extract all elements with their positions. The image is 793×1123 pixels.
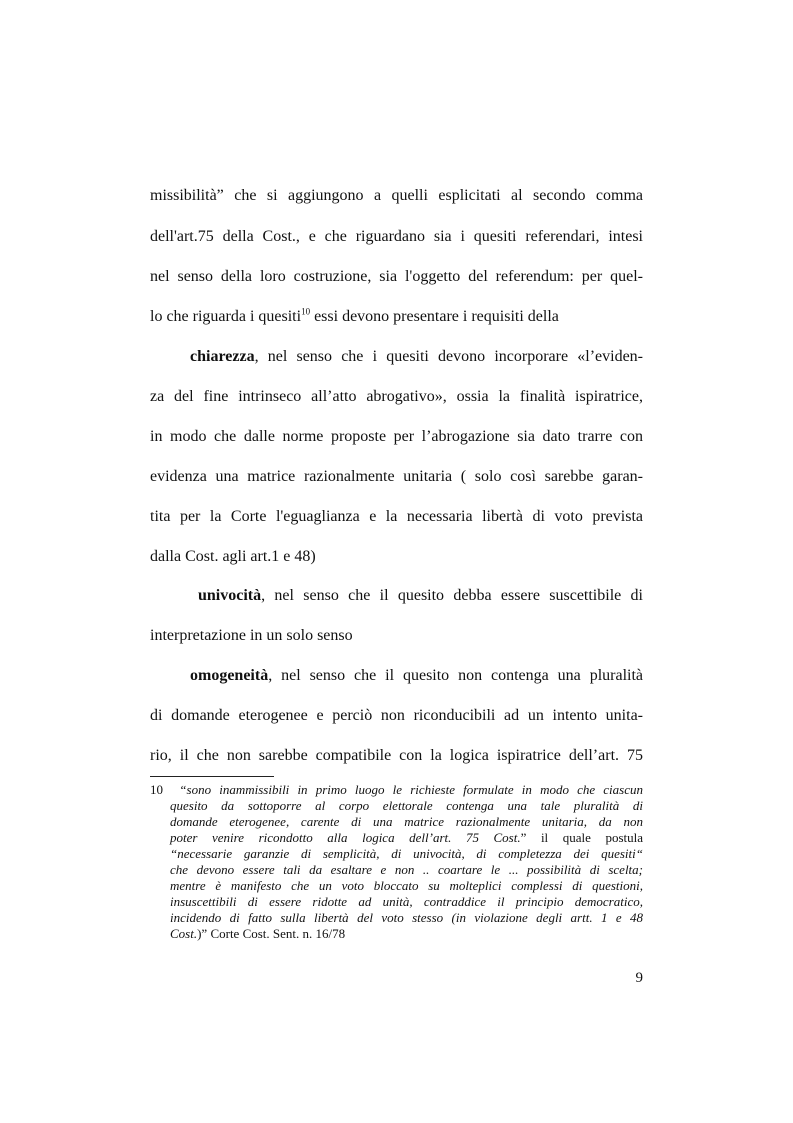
body-line-11: univocità, nel senso che il quesito debba essere suscettibile di bbox=[198, 587, 643, 604]
body-line-7: in modo che dalle norme proposte per l’abrogazione sia dato trarre con bbox=[150, 428, 643, 445]
footnote-line-5: “necessarie garanzie di semplicità, di univocità, di completezza dei quesiti“ bbox=[170, 846, 643, 861]
footnote-line-9: incidendo di fatto sulla libertà del voto stesso (in violazione degli artt. 1 e 48 bbox=[170, 910, 643, 925]
term-univocita: univocità bbox=[198, 587, 262, 604]
body-line-4: lo che riguarda i quesiti$^{10}$ essi devono presentare i requisiti della bbox=[150, 306, 559, 325]
body-line-12: interpretazione in un solo senso bbox=[150, 627, 353, 644]
footnote-ref-10[interactable]: 10 bbox=[301, 306, 311, 317]
page-number: 9 bbox=[635, 970, 643, 986]
footnote-line-8: insuscettibili di essere ridotte ad unità, contraddice il principio democratico, bbox=[170, 894, 643, 909]
body-line-10: dalla Cost. agli art.1 e 48) bbox=[150, 548, 316, 565]
body-line-14: di domande eterogenee e perciò non riconducibili ad un intento unita- bbox=[150, 707, 643, 724]
body-line-2: dell'art.75 della Cost., e che riguardano sia i quesiti referendari, intesi bbox=[150, 228, 643, 245]
footnote-line-1: 10 “sono inammissibili in primo luogo le richieste formulate in modo che ciascun bbox=[150, 782, 643, 797]
body-line-8: evidenza una matrice razionalmente unitaria ( solo così sarebbe garan- bbox=[150, 468, 643, 485]
body-line-13: omogeneità, nel senso che il quesito non contenga una pluralità bbox=[190, 667, 643, 684]
footnote-separator bbox=[150, 776, 274, 777]
footnote-line-3: domande eterogenee, carente di una matrice razionalmente unitaria, da non bbox=[170, 814, 643, 829]
footnote-marker: 10 bbox=[150, 782, 163, 797]
footnote-line-6: che devono essere tali da esaltare e non .. coartare le ... possibilità di scelta; bbox=[170, 862, 643, 877]
footnote-line-2: quesito da sottoporre al corpo elettorale contenga una tale pluralità di bbox=[170, 798, 643, 813]
body-line-15: rio, il che non sarebbe compatibile con la logica ispiratrice dell’art. 75 bbox=[150, 747, 643, 764]
footnote-line-4: poter venire ricondotto alla logica dell’art. 75 Cost.” il quale postula bbox=[170, 830, 643, 845]
footnote-line-10: Cost.)” Corte Cost. Sent. n. 16/78 bbox=[170, 926, 346, 941]
body-line-5: chiarezza, nel senso che i quesiti devono incorporare «l’eviden- bbox=[190, 348, 643, 365]
body-line-6: za del fine intrinseco all’atto abrogativo», ossia la finalità ispiratrice, bbox=[150, 388, 643, 405]
term-chiarezza: chiarezza bbox=[190, 348, 255, 365]
term-omogeneita: omogeneità bbox=[190, 667, 269, 684]
body-line-1: missibilità” che si aggiungono a quelli esplicitati al secondo comma bbox=[150, 187, 643, 204]
body-line-3: nel senso della loro costruzione, sia l'oggetto del referendum: per quel- bbox=[150, 268, 643, 285]
body-line-9: tita per la Corte l'eguaglianza e la necessaria libertà di voto prevista bbox=[150, 508, 643, 525]
footnote-line-7: mentre è manifesto che un voto bloccato su molteplici complessi di questioni, bbox=[170, 878, 643, 893]
